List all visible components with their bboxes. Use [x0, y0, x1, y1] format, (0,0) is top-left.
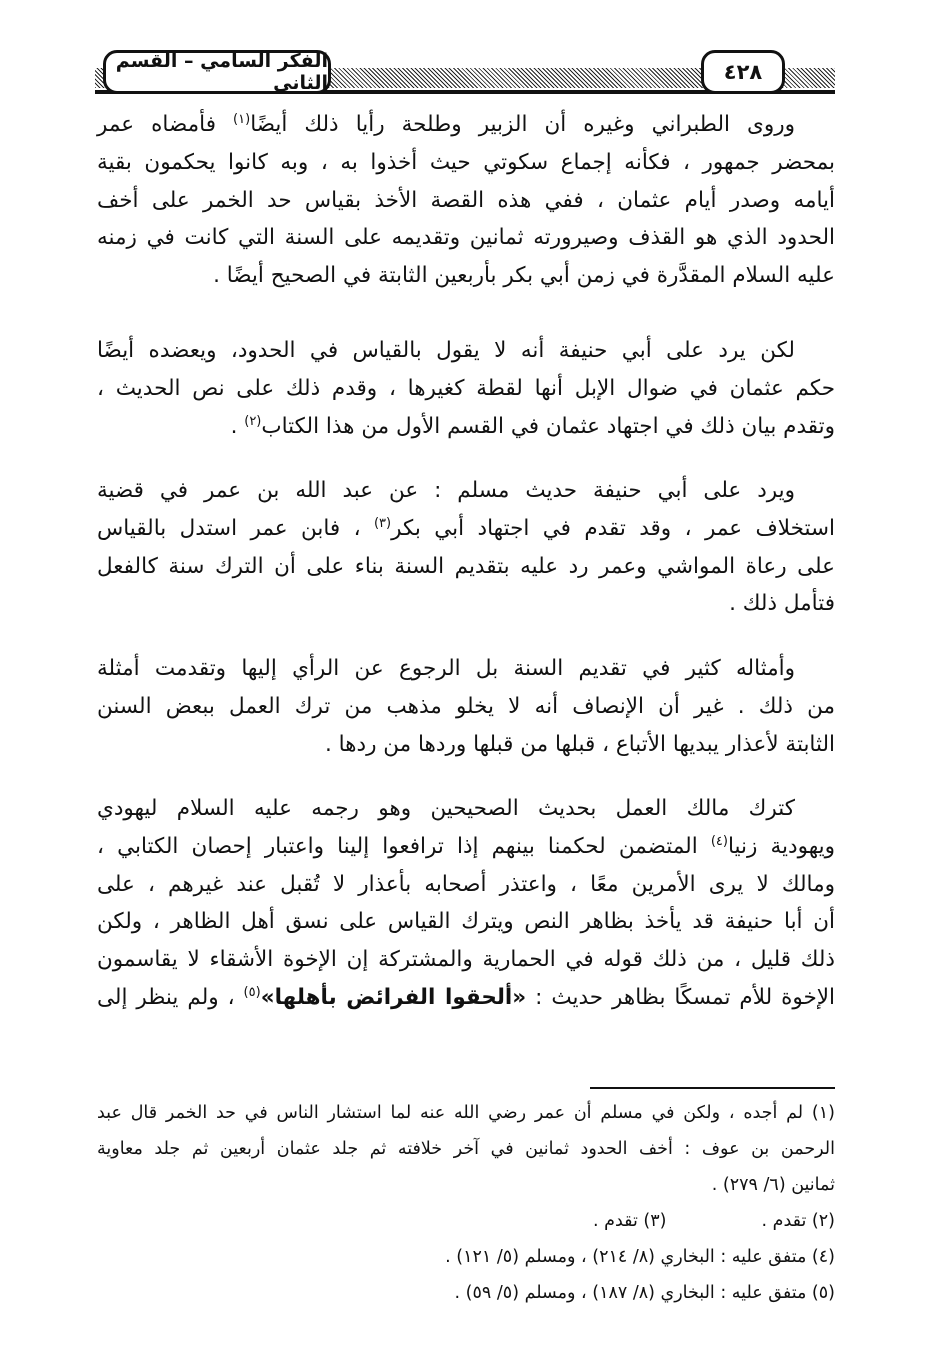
text-line: الثابتة لأعذار يبديها الأتباع ، قبلها من قبلها وردها من ردها . — [324, 731, 835, 757]
paragraph-5 — [97, 790, 835, 1017]
text-line: أن أبا حنيفة قد يأخذ بظاهر النص ويترك القياس على نسق أهل الظاهر ، ولكن — [97, 909, 835, 935]
paragraph-1 — [97, 106, 835, 295]
text-line: الحدود الذي هو القذف وصيرورته ثمانين وتقديمه على السنة التي كانت في زمنه — [97, 225, 835, 251]
page-number: ٤٢٨ — [701, 50, 785, 94]
footnotes — [97, 1095, 835, 1311]
text-line: أيامه وصدر أيام عثمان ، ففي هذه القصة الأخذ بقياس حد الخمر على أخف — [97, 187, 835, 213]
text-line: حكم عثمان في ضوال الإبل أنها لقطة كغيرها ، وقدم ذلك على نص الحديث ، — [97, 375, 835, 401]
text-line: ويهودية زنيا$^{(٤)}$ المتضمن لحكمنا بينهم إذا ترافعوا إلينا واعتبار إحصان الكتابي ، — [97, 833, 835, 859]
footnote: (١) لم أجده ، ولكن في مسلم أن عمر رضي الله عنه لما استشار الناس في حد الخمر قال عبد — [97, 1103, 835, 1123]
running-title: الفكر السامي – القسم الثاني — [103, 50, 331, 94]
text-line: استخلاف عمر ، وقد تقدم في اجتهاد أبي بكر$^{(٣)}$ ، فابن عمر استدل بالقياس — [97, 515, 835, 541]
text-line: ذلك قليل ، من ذلك قوله في الحمارية والمشتركة إن الإخوة الأشقاء لا يقاسمون — [97, 947, 835, 973]
footnote: (٥) متفق عليه : البخاري (٨/ ١٨٧) ، ومسلم (٥/ ٥٩) . — [454, 1283, 835, 1303]
page-header — [95, 46, 835, 98]
text-line: وتقدم بيان ذلك في اجتهاد عثمان في القسم الأول من هذا الكتاب$^{(٢)}$ . — [230, 413, 835, 439]
text-line: كترك مالك العمل بحديث الصحيحين وهو رجمه عليه السلام ليهودي — [97, 796, 795, 821]
text-line: فتأمل ذلك . — [729, 591, 835, 617]
footnote-ref[interactable]: (٤) — [710, 833, 728, 849]
text-line: الإخوة للأم تمسكًا بظاهر حديث : «ألحقوا الفرائض بأهلها»$^{(٥)}$ ، ولم ينظر إلى — [97, 984, 835, 1010]
text-line: عليه السلام المقدَّرة في زمن أبي بكر بأربعين الثابتة في الصحيح أيضًا . — [213, 263, 835, 289]
text-line: وروى الطبراني وغيره أن الزبير وطلحة رأيا ذلك أيضًا$^{(١)}$ فأمضاه عمر — [97, 111, 795, 137]
text-line: من ذلك . غير أن الإنصاف أنه لا يخلو مذهب من ترك العمل ببعض السنن — [97, 693, 835, 719]
footnote-ref[interactable]: (٢) — [244, 413, 262, 429]
hadith-quote: «ألحقوا الفرائض بأهلها» — [260, 984, 527, 1010]
text-line: ومالك لا يرى الأمرين معًا ، واعتذر أصحابه بأعذار لا تُقبل عند غيرهم ، على — [97, 871, 835, 897]
footnote-ref[interactable]: (٥) — [243, 984, 261, 1000]
text-line: وأمثاله كثير في تقديم السنة بل الرجوع عن الرأي إليها وتقدمت أمثلة — [97, 656, 795, 681]
footnote: الرحمن بن عوف : أخف الحدود ثمانين في آخر خلافته ثم جلد عثمان أربعين ثم جلد معاوية — [97, 1139, 835, 1159]
footnote: ثمانين (٦/ ٢٧٩) . — [711, 1175, 835, 1195]
footnote: (٤) متفق عليه : البخاري (٨/ ٢١٤) ، ومسلم (٥/ ١٢١) . — [445, 1247, 835, 1267]
paragraph-3 — [97, 472, 835, 623]
text-line: لكن يرد على أبي حنيفة أنه لا يقول بالقياس في الحدود، ويعضده أيضًا — [97, 338, 795, 363]
footnote: (٢) تقدم .(٣) تقدم . — [593, 1211, 835, 1231]
text-line: بمحضر جمهور ، فكأنه إجماع سكوتي حيث أخذوا به ، وبه كانوا يحكمون بقية — [97, 149, 835, 175]
paragraph-4 — [97, 650, 835, 763]
text-line: ويرد على أبي حنيفة حديث مسلم : عن عبد الله بن عمر في قضية — [97, 478, 795, 503]
footnote-ref[interactable]: (١) — [233, 111, 251, 127]
paragraph-2 — [97, 332, 835, 445]
text-line: على رعاة المواشي وعمر رد عليه بتقديم السنة بناء على أن الترك سنة كالفعل — [97, 553, 835, 579]
footnote-ref[interactable]: (٣) — [373, 515, 392, 531]
footnote-separator — [590, 1087, 835, 1089]
